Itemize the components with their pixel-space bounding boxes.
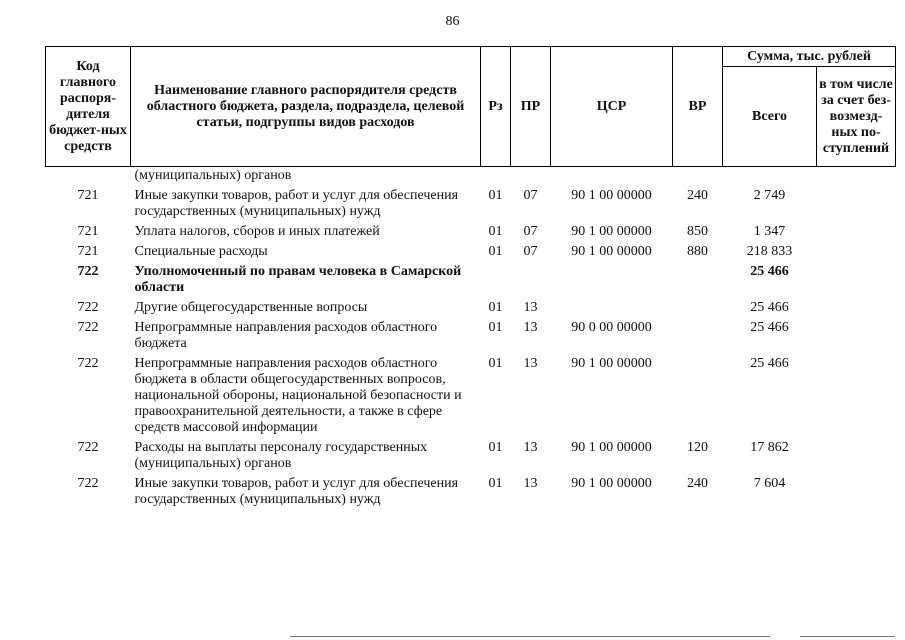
cell-code: 722 (77, 320, 99, 335)
cell-pr: 13 (523, 356, 538, 371)
cell-csr: 90 0 00 00000 (571, 320, 652, 335)
cell-incl (817, 475, 896, 511)
cell-name: Расходы на выплаты персоналу государственных (муниципальных) органов (134, 440, 428, 471)
scan-artifact (800, 636, 895, 637)
cell-pr (511, 167, 551, 188)
header-rz: Рз (481, 47, 511, 167)
cell-csr (551, 299, 673, 319)
scan-artifact (290, 636, 770, 637)
cell-total: 25 466 (750, 300, 789, 315)
cell-code: 722 (77, 476, 99, 491)
cell-name: Иные закупки товаров, работ и услуг для обеспечения государственных (муниципальных) нужд (134, 476, 459, 507)
cell-vr: 120 (687, 440, 708, 455)
cell-vr: 850 (687, 224, 708, 239)
table-body (46, 167, 896, 512)
cell-name: Уполномоченный по правам человека в Самарской области (134, 264, 462, 295)
cell-incl (817, 299, 896, 319)
header-name: Наименование главного распорядителя средств областного бюджета, раздела, подраздела, целевой статьи, подгруппы видов расходов (131, 47, 481, 167)
cell-total: 25 466 (750, 320, 789, 335)
cell-pr (511, 263, 551, 299)
table-row (46, 475, 896, 511)
cell-csr (551, 263, 673, 299)
cell-code: 721 (77, 188, 99, 203)
table-header (46, 47, 896, 167)
cell-pr: 07 (523, 224, 538, 239)
header-vr: ВР (673, 47, 723, 167)
cell-rz: 01 (488, 244, 503, 259)
header-pr: ПР (511, 47, 551, 167)
cell-rz (481, 167, 511, 188)
cell-incl (817, 263, 896, 299)
cell-total: 2 749 (753, 188, 786, 203)
cell-pr: 07 (523, 188, 538, 203)
cell-vr: 240 (687, 476, 708, 491)
cell-rz: 01 (488, 320, 503, 335)
cell-code: 721 (77, 244, 99, 259)
header-sum: Сумма, тыс. рублей (723, 47, 896, 67)
cell-vr (673, 263, 723, 299)
cell-pr: 07 (523, 244, 538, 259)
cell-vr: 240 (687, 188, 708, 203)
header-incl: в том числе за счет без-возмезд-ных по-ступлений (817, 67, 896, 167)
header-csr: ЦСР (551, 47, 673, 167)
cell-name: Непрограммные направления расходов областного бюджета в области общегосударственных вопросов, национальной обороны, национальной безопасности и правоохранительной деятельности, а также в сфере средств массовой информации (134, 356, 462, 435)
cell-incl (817, 167, 896, 188)
cell-code: 722 (77, 300, 99, 315)
cell-incl (817, 355, 896, 439)
cell-name: Уплата налогов, сборов и иных платежей (134, 224, 380, 239)
cell-code: 722 (77, 264, 99, 279)
cell-rz: 01 (488, 224, 503, 239)
cell-code: 722 (77, 440, 99, 455)
cell-vr: 880 (687, 244, 708, 259)
cell-total: 218 833 (746, 244, 793, 259)
table-row (46, 355, 896, 439)
table-row (46, 439, 896, 475)
table-row (46, 223, 896, 243)
cell-csr: 90 1 00 00000 (571, 440, 652, 455)
cell-vr (673, 299, 723, 319)
cell-pr: 13 (523, 440, 538, 455)
header-total: Всего (723, 67, 817, 167)
table-row (46, 299, 896, 319)
cell-name: Иные закупки товаров, работ и услуг для обеспечения государственных (муниципальных) нужд (134, 188, 459, 219)
cell-pr: 13 (523, 300, 538, 315)
cell-total: 17 862 (750, 440, 789, 455)
cell-vr (673, 319, 723, 355)
cell-code: 722 (77, 356, 99, 371)
cell-total: 7 604 (753, 476, 786, 491)
table-row (46, 319, 896, 355)
cell-rz: 01 (488, 440, 503, 455)
cell-rz: 01 (488, 300, 503, 315)
cell-vr (673, 167, 723, 188)
cell-code (46, 167, 131, 188)
cell-incl (817, 223, 896, 243)
cell-rz: 01 (488, 356, 503, 371)
cell-csr: 90 1 00 00000 (571, 476, 652, 491)
cell-csr: 90 1 00 00000 (571, 356, 652, 371)
cell-incl (817, 187, 896, 223)
table-row (46, 187, 896, 223)
cell-name: Другие общегосударственные вопросы (134, 300, 368, 315)
cell-incl (817, 243, 896, 263)
cell-csr: 90 1 00 00000 (571, 188, 652, 203)
cell-rz (481, 263, 511, 299)
table-row (46, 263, 896, 299)
cell-pr: 13 (523, 476, 538, 491)
cell-name: (муниципальных) органов (134, 168, 292, 183)
header-code: Код главного распоря-дителя бюджет-ных средств (46, 47, 131, 167)
cell-total: 25 466 (750, 356, 789, 371)
cell-name: Специальные расходы (134, 244, 268, 259)
cell-total: 1 347 (753, 224, 786, 239)
cell-total (723, 167, 817, 188)
cell-name: Непрограммные направления расходов областного бюджета (134, 320, 438, 351)
table-row (46, 167, 896, 188)
cell-csr (551, 167, 673, 188)
table-row (46, 243, 896, 263)
cell-incl (817, 319, 896, 355)
cell-code: 721 (77, 224, 99, 239)
page-number: 86 (445, 14, 460, 29)
cell-rz: 01 (488, 188, 503, 203)
cell-incl (817, 439, 896, 475)
cell-rz: 01 (488, 476, 503, 491)
cell-csr: 90 1 00 00000 (571, 224, 652, 239)
budget-table (45, 46, 896, 511)
cell-pr: 13 (523, 320, 538, 335)
cell-csr: 90 1 00 00000 (571, 244, 652, 259)
cell-total: 25 466 (750, 264, 789, 279)
cell-vr (673, 355, 723, 439)
